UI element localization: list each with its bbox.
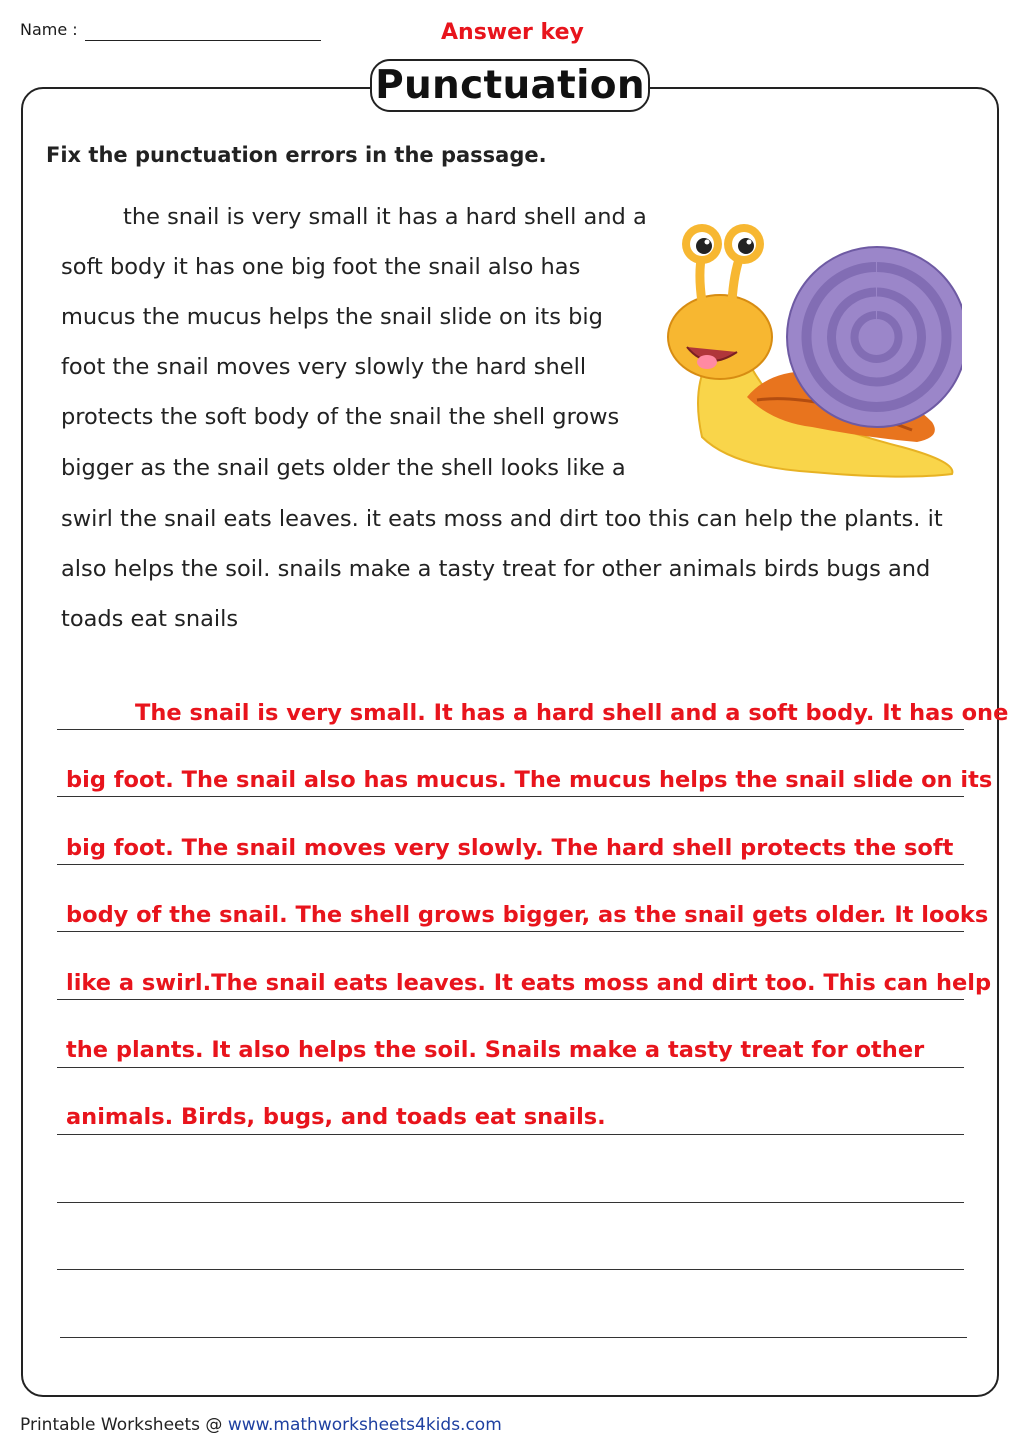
page-title: Punctuation xyxy=(375,63,645,108)
instruction-text: Fix the punctuation errors in the passage. xyxy=(46,143,547,167)
answer-line: like a swirl.The snail eats leaves. It eats moss and dirt too. This can help xyxy=(66,970,992,996)
footer xyxy=(20,1415,502,1435)
title-box xyxy=(370,59,650,112)
footer-label: Printable Worksheets @ xyxy=(20,1415,223,1435)
name-label: Name : xyxy=(20,20,78,39)
passage-line: toads eat snails xyxy=(61,606,239,632)
snail-illustration xyxy=(662,222,962,482)
writing-line xyxy=(57,796,964,797)
passage-line: the snail is very small it has a hard shell and a xyxy=(123,204,647,230)
answer-line: big foot. The snail moves very slowly. The hard shell protects the soft xyxy=(66,835,954,861)
passage-line: also helps the soil. snails make a tasty treat for other animals birds bugs and xyxy=(61,556,931,582)
passage-line: protects the soft body of the snail the shell grows xyxy=(61,404,620,430)
footer-link[interactable]: www.mathworksheets4kids.com xyxy=(227,1415,502,1435)
writing-line xyxy=(60,1337,967,1338)
answer-line: big foot. The snail also has mucus. The mucus helps the snail slide on its xyxy=(66,767,993,793)
answer-line: body of the snail. The shell grows bigger, as the snail gets older. It looks xyxy=(66,902,989,928)
writing-line xyxy=(57,1202,964,1203)
passage-line: mucus the mucus helps the snail slide on its big xyxy=(61,304,603,330)
writing-line xyxy=(57,999,964,1000)
answer-line: The snail is very small. It has a hard shell and a soft body. It has one xyxy=(135,700,1009,726)
writing-line xyxy=(57,864,964,865)
passage-line: foot the snail moves very slowly the hard shell xyxy=(61,354,587,380)
passage-line: swirl the snail eats leaves. it eats moss and dirt too this can help the plants. it xyxy=(61,506,943,532)
name-field-line[interactable] xyxy=(85,40,321,41)
answer-line: animals. Birds, bugs, and toads eat snails. xyxy=(66,1104,606,1130)
answer-line: the plants. It also helps the soil. Snails make a tasty treat for other xyxy=(66,1037,925,1063)
passage-line: bigger as the snail gets older the shell looks like a xyxy=(61,455,626,481)
writing-line xyxy=(57,1269,964,1270)
writing-line xyxy=(57,931,964,932)
answer-key-label: Answer key xyxy=(441,20,584,45)
passage-line: soft body it has one big foot the snail also has xyxy=(61,254,581,280)
writing-line xyxy=(57,1067,964,1068)
writing-line xyxy=(57,1134,964,1135)
writing-line xyxy=(57,729,964,730)
